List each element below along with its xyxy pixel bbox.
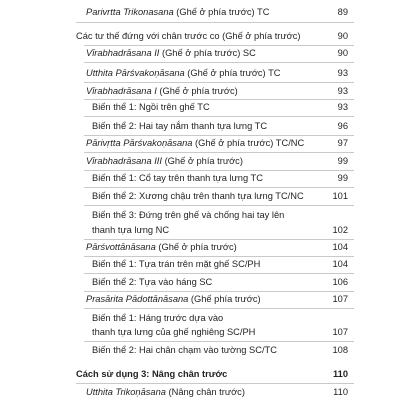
toc-subentry-title: Biến thể 2: Hai tay nắm thanh tựa lưng TC (92, 121, 268, 131)
pose-qualifier: (Ghế ở phía trước) TC (173, 7, 270, 17)
page-number: 99 (337, 173, 348, 183)
toc-subentry-title-line1: Biến thể 3: Đứng trên ghế và chống hai tay lên (92, 210, 285, 220)
page-number: 102 (332, 225, 348, 235)
row-divider (84, 135, 354, 136)
pose-name: Pārivṛtta Pārśvakoṇāsana (86, 138, 193, 148)
pose-name: Pārśvottānāsana (86, 242, 156, 252)
row-divider (84, 62, 354, 63)
row-divider (84, 273, 354, 274)
page-number: 93 (337, 68, 348, 78)
pose-name: Vīrabhadrāsana III (86, 156, 162, 166)
pose-name: Prasārita Pādottānāsana (86, 294, 189, 304)
toc-entry-title (86, 386, 245, 398)
toc-subentry-title: Biến thể 1: Ngồi trên ghế TC (92, 102, 210, 112)
pose-qualifier: (Ghế ở phía trước) (155, 242, 237, 252)
pose-qualifier: (Ghế ở phía trước) (156, 86, 238, 96)
row-divider (84, 256, 354, 257)
pose-name: Vīrabhadrāsana II (86, 48, 160, 58)
page-number: 93 (337, 86, 348, 96)
pose-name: Vīrabhadrāsana I (86, 86, 157, 96)
toc-entry-title (86, 293, 261, 305)
page-number: 99 (337, 156, 348, 166)
row-divider (84, 116, 354, 117)
toc-entry-title (86, 67, 280, 79)
toc-entry-title (86, 241, 237, 253)
row-divider (84, 239, 354, 240)
row-divider (84, 291, 354, 292)
page-number: 89 (337, 7, 348, 17)
pose-qualifier: (Ghế phía trước) (188, 294, 261, 304)
page-number: 90 (337, 48, 348, 58)
page-number: 108 (332, 345, 348, 355)
toc-subentry-title-line1: Biến thể 1: Háng trước dựa vào (92, 313, 224, 323)
page-number: 101 (332, 191, 348, 201)
row-divider (84, 170, 354, 171)
toc-entry-title (86, 85, 238, 97)
pose-qualifier: (Ghế ở phía trước) SC (159, 48, 256, 58)
page-number: 110 (333, 387, 348, 397)
row-divider (84, 187, 354, 188)
toc-entry-title (86, 137, 304, 149)
row-divider (84, 99, 354, 100)
row-divider (76, 383, 354, 384)
toc-subentry-title: Biến thể 2: Tựa vào háng SC (92, 277, 213, 287)
toc-subentry-title: Biến thể 1: Tựa trán trên mặt ghế SC/PH (92, 259, 261, 269)
toc-subentry-title-line2: thanh tựa lưng NC (92, 225, 170, 235)
page-number: 96 (337, 121, 348, 131)
page-number: 104 (332, 259, 348, 269)
toc-subentry-title-line2: thanh tựa lưng của ghế nghiêng SC/PH (92, 327, 256, 337)
page-number: 93 (337, 102, 348, 112)
toc-section-title: Cách sử dụng 3: Nâng chân trước (76, 369, 228, 379)
toc-subentry-title: Biến thể 2: Xương chậu trên thanh tựa lưng TC/NC (92, 191, 304, 201)
page-number: 104 (332, 242, 348, 252)
row-divider (76, 22, 354, 23)
pose-qualifier: (Ghế ở phía trước) (161, 156, 243, 166)
row-divider (84, 341, 354, 342)
toc-subentry-title: Biến thể 1: Cổ tay trên thanh tựa lưng TC (92, 173, 263, 183)
page-number: 110 (333, 369, 348, 379)
row-divider (84, 152, 354, 153)
page-number: 107 (332, 294, 348, 304)
pose-name: Utthita Pārśvakoṇāsana (86, 68, 185, 78)
row-divider (84, 308, 354, 309)
page-number: 107 (332, 327, 348, 337)
pose-qualifier: (Ghế ở phía trước) TC (184, 68, 281, 78)
pose-name: Utthita Trikoṇāsana (86, 387, 166, 397)
row-divider (84, 45, 354, 46)
page-number: 106 (332, 277, 348, 287)
pose-name: Parivrtta Trikonasana (86, 7, 174, 17)
toc-entry-title (86, 47, 256, 59)
toc-section-title: Các tư thế đứng với chân trước co (Ghế ở phía trước) (76, 31, 301, 41)
page-number: 97 (337, 138, 348, 148)
pose-qualifier: (Ghế ở phía trước) TC/NC (192, 138, 305, 148)
row-divider (84, 205, 354, 206)
toc-entry-title (86, 6, 269, 18)
toc-entry-title (86, 155, 243, 167)
row-divider (84, 82, 354, 83)
toc-subentry-title: Biến thể 2: Hai chân chạm vào tường SC/TC (92, 345, 277, 355)
pose-qualifier: (Nâng chân trước) (165, 387, 245, 397)
page-number: 90 (337, 31, 348, 41)
